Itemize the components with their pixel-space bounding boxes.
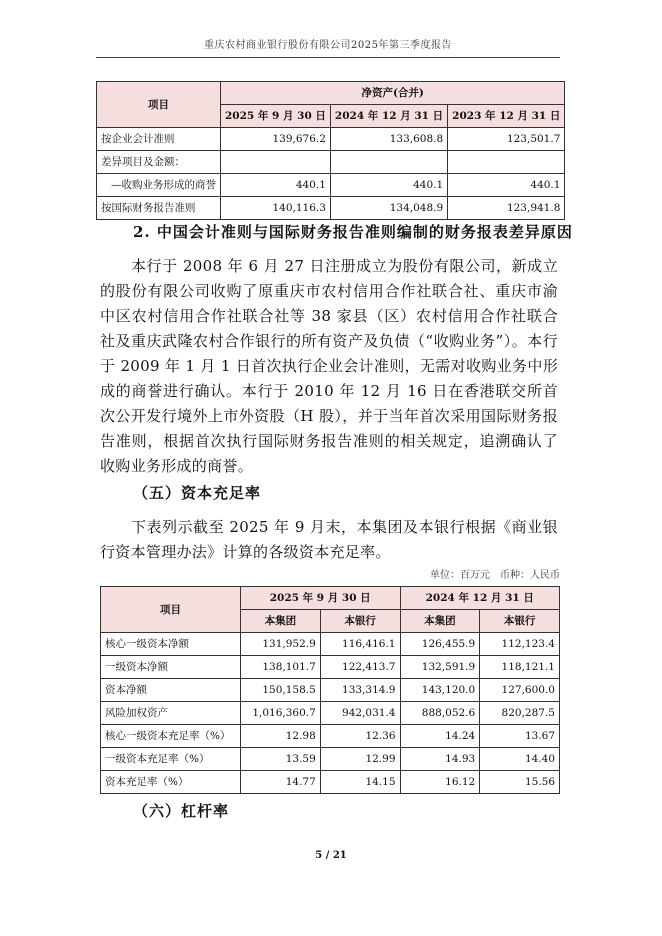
section-heading: （五）资本充足率: [133, 484, 262, 502]
table-header-date: 2025 年 9 月 30 日: [221, 105, 331, 128]
table-cell: 820,287.5: [480, 702, 560, 725]
table-cell: 942,031.4: [320, 702, 400, 725]
table-row: [101, 656, 560, 679]
table-cell: 14.40: [480, 748, 560, 771]
table-cell: 888,052.6: [400, 702, 480, 725]
row-label: —收购业务形成的商誉: [97, 174, 221, 197]
page-number: 5 / 21: [315, 850, 347, 861]
table-cell: 140,116.3: [221, 197, 331, 220]
table-row: [97, 151, 565, 174]
section-paragraph: 本行于 2008 年 6 月 27 日注册成立为股份有限公司，新成立的股份有限公司收购了原重庆市农村信用合作社联合社、重庆市渝中区农村信用合作社联合社等 38 家县（区）农村信用合作社联合社及重庆武隆农村合作银行的所有资产及负债（“收购业务”）。本行于 2009 年 1 月 1 日首次执行企业会计准则，无需对收购业务中形成的商誉进行确认。本行于 2010 年 12 月 16 日在香港联交所首次公开发行境外上市外资股（H 股），并于当年首次采用国际财务报告准则，根据首次执行国际财务报告准则的相关规定，追溯确认了收购业务形成的商誉。: [100, 257, 558, 475]
section-heading: （六）杠杆率: [133, 802, 230, 820]
table-row: [101, 702, 560, 725]
table-header-sub: 本集团: [240, 610, 320, 633]
table-cell: 123,501.7: [448, 128, 565, 151]
table-cell: 133,314.9: [320, 679, 400, 702]
table-cell: 118,121.1: [480, 656, 560, 679]
table-cell: 12.98: [240, 725, 320, 748]
row-label: 资本充足率（%）: [101, 771, 241, 794]
capital-adequacy-table: [100, 586, 560, 794]
table-cell: 150,158.5: [240, 679, 320, 702]
table-cell: 116,416.1: [320, 633, 400, 656]
row-label: 按国际财务报告准则: [97, 197, 221, 220]
table-cell: 14.93: [400, 748, 480, 771]
table-cell: 12.36: [320, 725, 400, 748]
table-header-item: 项目: [101, 587, 241, 633]
row-label: 资本净额: [101, 679, 241, 702]
table-cell: 13.59: [240, 748, 320, 771]
section-paragraph: 下表列示截至 2025 年 9 月末，本集团及本银行根据《商业银行资本管理办法》计算的各级资本充足率。: [100, 518, 558, 561]
table-cell: 112,123.4: [480, 633, 560, 656]
report-header: 重庆农村商业银行股份有限公司2025年第三季度报告: [96, 36, 560, 58]
table-cell: 15.56: [480, 771, 560, 794]
table-cell: 14.77: [240, 771, 320, 794]
row-label: 一级资本充足率（%）: [101, 748, 241, 771]
table-header-date: 2024 年 12 月 31 日: [330, 105, 447, 128]
table-cell: 122,413.7: [320, 656, 400, 679]
table-cell: 13.67: [480, 725, 560, 748]
table-row: [101, 748, 560, 771]
table-cell: 12.99: [320, 748, 400, 771]
table-cell: [330, 151, 447, 174]
row-label: 核心一级资本净额: [101, 633, 241, 656]
table-cell: 134,048.9: [330, 197, 447, 220]
table-cell: 440.1: [330, 174, 447, 197]
table-cell: 440.1: [448, 174, 565, 197]
table-cell: 133,608.8: [330, 128, 447, 151]
table-cell: 1,016,360.7: [240, 702, 320, 725]
table-row: [101, 633, 560, 656]
table-header-sub: 本集团: [400, 610, 480, 633]
row-label: 按企业会计准则: [97, 128, 221, 151]
table-row: [101, 725, 560, 748]
row-label: 一级资本净额: [101, 656, 241, 679]
table-cell: [448, 151, 565, 174]
table-cell: 126,455.9: [400, 633, 480, 656]
table-header-item: 项目: [97, 82, 221, 128]
table-cell: 139,676.2: [221, 128, 331, 151]
table-row: [101, 771, 560, 794]
table-cell: 131,952.9: [240, 633, 320, 656]
table-row: [101, 679, 560, 702]
table-header-sub: 本银行: [480, 610, 560, 633]
table-row: [97, 128, 565, 151]
table-header-group: 净资产(合并): [221, 82, 565, 105]
table-cell: 138,101.7: [240, 656, 320, 679]
table-header-date: 2023 年 12 月 31 日: [448, 105, 565, 128]
table-cell: [221, 151, 331, 174]
table-header-date: 2024 年 12 月 31 日: [400, 587, 560, 610]
table-cell: 16.12: [400, 771, 480, 794]
table-cell: 123,941.8: [448, 197, 565, 220]
table-cell: 440.1: [221, 174, 331, 197]
table-header-date: 2025 年 9 月 30 日: [240, 587, 400, 610]
table-row: [97, 197, 565, 220]
table-cell: 14.15: [320, 771, 400, 794]
unit-note: 单位：百万元 币种：人民币: [430, 570, 560, 581]
table-row: [97, 174, 565, 197]
table-cell: 143,120.0: [400, 679, 480, 702]
row-label: 核心一级资本充足率（%）: [101, 725, 241, 748]
table-cell: 14.24: [400, 725, 480, 748]
row-label: 风险加权资产: [101, 702, 241, 725]
table-cell: 132,591.9: [400, 656, 480, 679]
net-assets-table: [96, 81, 565, 220]
section-heading: 2. 中国会计准则与国际财务报告准则编制的财务报表差异原因: [133, 223, 573, 241]
table-header-sub: 本银行: [320, 610, 400, 633]
table-cell: 127,600.0: [480, 679, 560, 702]
row-label: 差异项目及金额：: [97, 151, 221, 174]
